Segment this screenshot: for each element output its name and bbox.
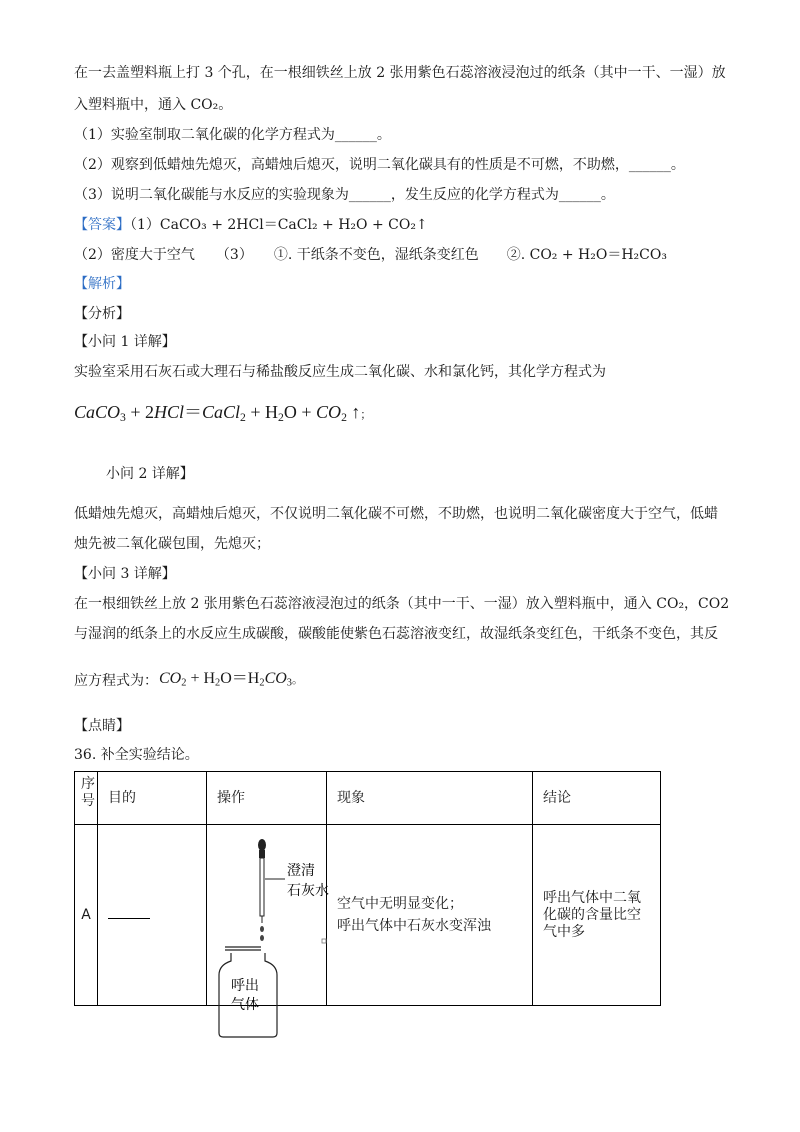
small-marker [322,939,326,943]
question-1: （1）实验室制取二氧化碳的化学方程式为______。 [74,127,391,143]
eq-end: 。 [292,674,303,686]
row-num: A [75,825,98,1006]
q1-equation [74,398,371,424]
header-goal-text: 目的 [108,790,136,806]
eq-equals: ＝ [184,402,203,422]
bottle-label-1: 呼出 [231,978,259,994]
q3-equation [159,665,303,689]
eq-sub: 2 [181,677,187,689]
observation-cell [327,825,533,1006]
q2-detail-line-2: 烛先被二氧化碳包围，先熄灭； [74,536,270,552]
eq-term: CO [316,402,342,422]
header-con-text: 结论 [543,790,571,806]
eq-sub: 2 [278,410,284,424]
figure-label-2: 石灰水 [287,883,329,899]
eq-op: + H [186,670,216,687]
question-2: （2）观察到低蜡烛先熄灭，高蜡烛后熄灭，说明二氧化碳具有的性质是不可燃，不助燃，______。 [74,157,685,173]
q1-detail-text: 实验室采用石灰石或大理石与稀盐酸反应生成二氧化碳、水和氯化钙，其化学方程式为 [74,364,606,380]
answer-line-2: （2）密度大于空气 （3） ①. 干纸条不变色，湿纸条变红色 ②. CO₂ + H₂O＝H₂CO₃ [74,247,667,263]
table-header-row [75,772,661,825]
eq-sub: 3 [286,677,292,689]
q3-detail-line-3: 应方程式为： [74,673,158,689]
q2-detail-heading: 小问 2 详解】 [106,466,194,482]
eq-sub: 2 [215,677,221,689]
droplets-icon [260,926,264,941]
analysis-heading: 【分析】 [74,306,130,322]
q3-detail-heading: 【小问 3 详解】 [74,566,176,582]
answer-blank[interactable] [108,918,150,919]
eq-term: CaCl [202,402,241,422]
eq-op: H [247,670,260,687]
eq-op: + 2 [125,402,155,422]
header-num [75,772,98,825]
q3-detail-line-1: 在一根细铁丝上放 2 张用紫色石蕊溶液浸泡过的纸条（其中一干、一湿）放入塑料瓶中，通入 CO₂，CO2 [74,596,730,612]
experiment-table [74,771,661,1013]
apparatus-figure [207,825,329,1013]
answer-label: 【答案】 [74,217,130,233]
conclusion-text: 呼出气体中二氧化碳的含量比空气中多 [543,889,641,940]
comment-heading: 【点睛】 [74,718,130,734]
eq-op: O [220,670,232,687]
q1-detail-heading: 【小问 1 详解】 [74,334,176,350]
q36-title: 36. 补全实验结论。 [74,747,199,763]
eq-equals: ＝ [231,670,248,687]
gas-arrow: ↑ [346,402,361,422]
q3-detail-line-2: 与湿润的纸条上的水反应生成碳酸，碳酸能使紫色石蕊溶液变红，故湿纸条变红色，干纸条不变色，其反 [74,626,718,642]
eq-op: O + [283,402,317,422]
eq-sub: 2 [240,410,246,424]
figure-label-1: 澄清 [287,863,315,879]
header-num-text: 序号 [81,776,95,809]
intro-line-2: 入塑料瓶中，通入 CO₂。 [74,97,233,113]
header-obs [327,772,533,825]
bottle-label-2: 气体 [231,997,259,1013]
table-row [75,825,661,1006]
question-3: （3）说明二氧化碳能与水反应的实验现象为______，发生反应的化学方程式为______。 [74,187,615,203]
header-op-text: 操作 [217,790,245,806]
header-op [207,772,327,825]
observation-line-2: 呼出气体中石灰水变浑浊 [337,918,491,934]
operation-cell [207,825,329,1013]
observation-line-1: 空气中无明显变化； [337,896,463,912]
dropper-icon [258,839,266,923]
eq-sub: 2 [341,410,347,424]
eq-op: + H [245,402,279,422]
analysis-label: 【解析】 [74,276,130,292]
eq-term: HCl [154,402,185,422]
header-goal [98,772,207,825]
eq-end: ； [360,409,372,421]
eq-sub: 3 [120,410,126,424]
q2-detail-line-1: 低蜡烛先熄灭，高蜡烛后熄灭，不仅说明二氧化碳不可燃，不助燃，也说明二氧化碳密度大于空气，低蜡 [74,506,718,522]
header-obs-text: 现象 [337,790,365,806]
intro-line-1: 在一去盖塑料瓶上打 3 个孔，在一根细铁丝上放 2 张用紫色石蕊溶液浸泡过的纸条（其中一干、一湿）放 [74,65,726,81]
goal-cell [98,825,207,1006]
eq-term: CO [159,670,182,687]
answer-line-1 [74,216,428,234]
eq-term: CO [264,670,287,687]
eq-term: CaCO [74,402,121,422]
answer-text-1: （1）CaCO₃ + 2HCl＝CaCl₂ + H₂O + CO₂↑ [130,217,428,233]
conclusion-cell [533,825,661,1006]
eq-sub: 2 [259,677,265,689]
header-con [533,772,661,825]
